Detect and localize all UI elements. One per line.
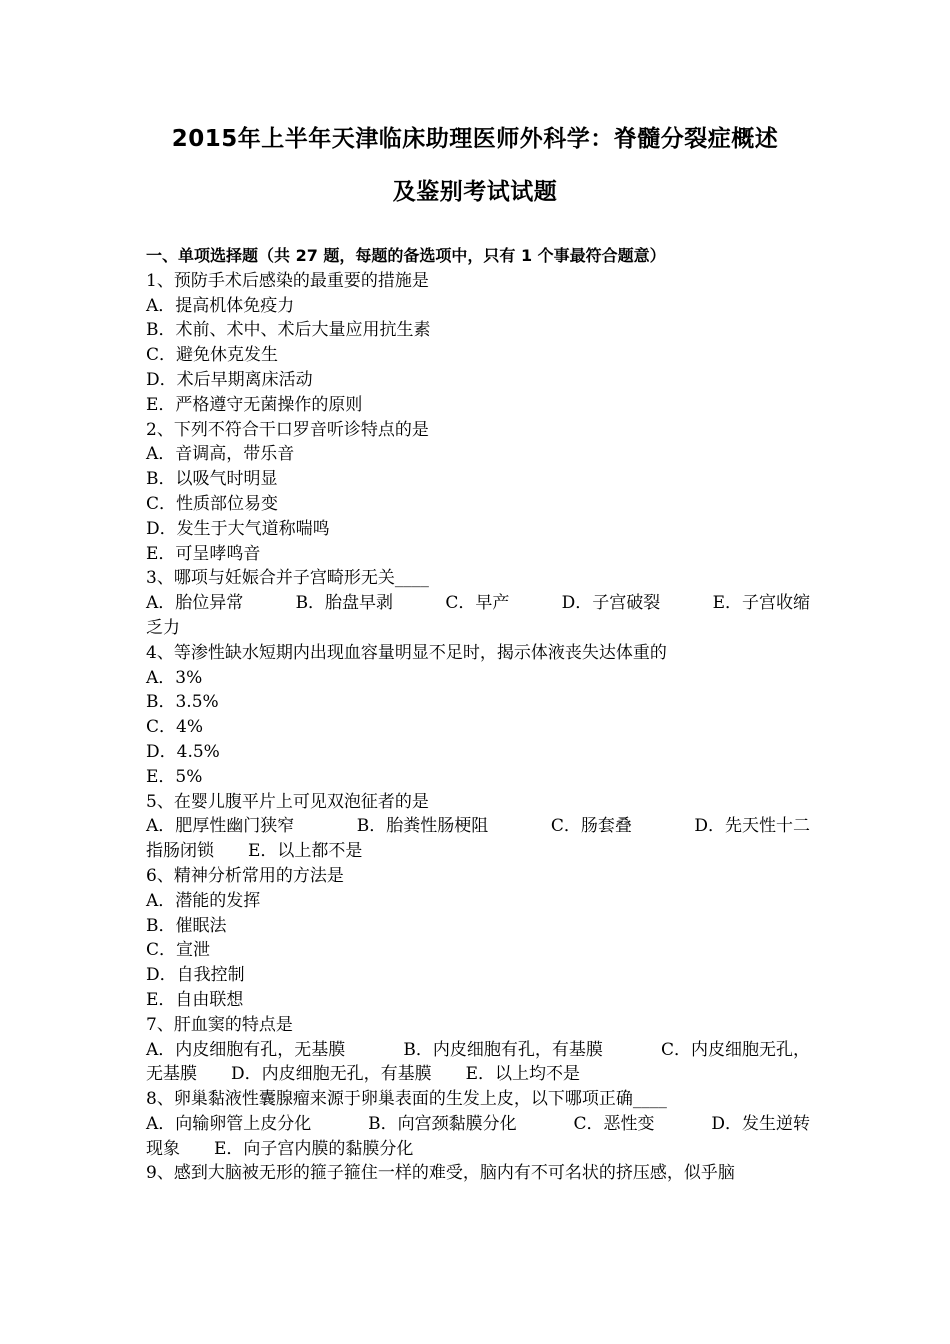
option: B．胎盘早剥 bbox=[295, 593, 394, 614]
document-body bbox=[146, 244, 810, 1186]
option: E．以上都不是 bbox=[248, 841, 363, 862]
option: D．4.5% bbox=[146, 741, 220, 762]
option: A．向输卵管上皮分化 bbox=[146, 1113, 312, 1134]
option: D．发生于大气道称喘鸣 bbox=[146, 518, 330, 539]
option: D．内皮细胞无孔，有基膜 bbox=[231, 1064, 432, 1085]
option: C．早产 bbox=[445, 593, 510, 614]
option: A．提高机体免疫力 bbox=[146, 295, 295, 316]
option: C．性质部位易变 bbox=[146, 493, 279, 514]
option: A．肥厚性幽门狭窄 bbox=[146, 816, 295, 837]
option: A．音调高，带乐音 bbox=[146, 444, 295, 465]
option: E．向子宫内膜的黏膜分化 bbox=[214, 1138, 414, 1159]
option: B．催眠法 bbox=[146, 915, 227, 936]
question-stem-7: 7、肝血窦的特点是 bbox=[146, 1014, 293, 1035]
option-row bbox=[146, 814, 810, 839]
option-continuation: 指肠闭锁 bbox=[146, 841, 214, 862]
question-stem-8: 8、卵巢黏液性囊腺瘤来源于卵巢表面的生发上皮，以下哪项正确____ bbox=[146, 1089, 667, 1110]
option-continuation: 现象 bbox=[146, 1138, 180, 1159]
question-stem-6: 6、精神分析常用的方法是 bbox=[146, 865, 344, 886]
option: B．术前、术中、术后大量应用抗生素 bbox=[146, 320, 431, 341]
document-title-line-1: 2015年上半年天津临床助理医师外科学：脊髓分裂症概述 bbox=[171, 126, 779, 152]
option: D．发生逆转 bbox=[711, 1113, 810, 1134]
option-row bbox=[146, 1062, 810, 1087]
option: C．宣泄 bbox=[146, 940, 211, 961]
option-continuation: 乏力 bbox=[146, 617, 180, 638]
option: C．避免休克发生 bbox=[146, 345, 279, 366]
option-row bbox=[146, 1112, 810, 1137]
option-row bbox=[146, 591, 810, 616]
option: A．潜能的发挥 bbox=[146, 890, 261, 911]
option-row bbox=[146, 1137, 810, 1162]
option: E．5% bbox=[146, 766, 203, 787]
option: D．自我控制 bbox=[146, 965, 245, 986]
option: A．内皮细胞有孔，无基膜 bbox=[146, 1039, 346, 1060]
question-stem-3: 3、哪项与妊娠合并子宫畸形无关____ bbox=[146, 568, 429, 589]
question-stem-1: 1、预防手术后感染的最重要的措施是 bbox=[146, 270, 429, 291]
option: B．内皮细胞有孔，有基膜 bbox=[403, 1039, 603, 1060]
option: D．先天性十二 bbox=[694, 816, 810, 837]
option: E．子宫收缩 bbox=[712, 593, 810, 614]
option: B．3.5% bbox=[146, 692, 219, 713]
option: E．严格遵守无菌操作的原则 bbox=[146, 394, 363, 415]
question-stem-4: 4、等渗性缺水短期内出现血容量明显不足时，揭示体液丧失达体重的 bbox=[146, 642, 667, 663]
option: C．恶性变 bbox=[573, 1113, 655, 1134]
option: E．可呈哮鸣音 bbox=[146, 543, 261, 564]
option: A．3% bbox=[146, 667, 203, 688]
option: B．以吸气时明显 bbox=[146, 469, 278, 490]
document-title-line-2: 及鉴别考试试题 bbox=[392, 179, 558, 205]
option-row bbox=[146, 839, 810, 864]
option-continuation: 无基膜 bbox=[146, 1064, 197, 1085]
question-stem-2: 2、下列不符合干口罗音听诊特点的是 bbox=[146, 419, 429, 440]
option: E．自由联想 bbox=[146, 989, 244, 1010]
option: D．术后早期离床活动 bbox=[146, 369, 313, 390]
option: C．肠套叠 bbox=[550, 816, 632, 837]
option: D．子宫破裂 bbox=[561, 593, 661, 614]
option: B．向宫颈黏膜分化 bbox=[368, 1113, 517, 1134]
section-header: 一、单项选择题（共 27 题，每题的备选项中，只有 1 个事最符合题意） bbox=[146, 246, 666, 265]
option: C．4% bbox=[146, 717, 203, 738]
option: C．内皮细胞无孔， bbox=[660, 1039, 810, 1060]
option: A．胎位异常 bbox=[146, 593, 244, 614]
option-row bbox=[146, 1038, 810, 1063]
option: E．以上均不是 bbox=[465, 1064, 581, 1085]
question-stem-9: 9、感到大脑被无形的箍子箍住一样的难受，脑内有不可名状的挤压感，似乎脑 bbox=[146, 1163, 735, 1184]
question-stem-5: 5、在婴儿腹平片上可见双泡征者的是 bbox=[146, 791, 429, 812]
option: B．胎粪性肠梗阻 bbox=[356, 816, 489, 837]
